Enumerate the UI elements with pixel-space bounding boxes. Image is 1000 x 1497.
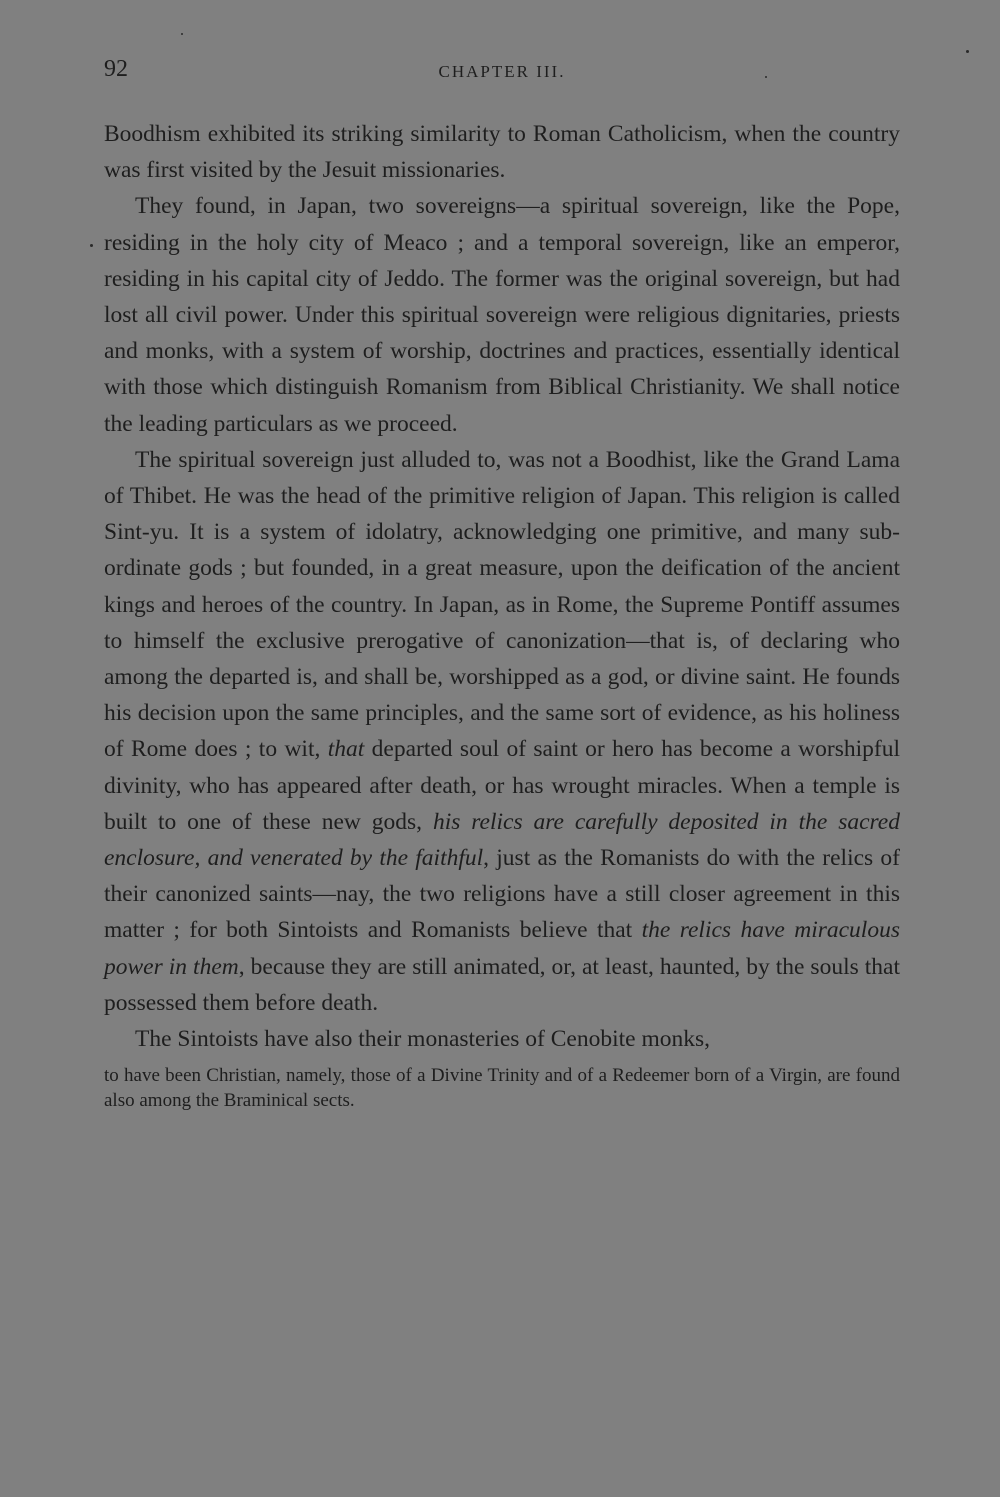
italic-run: that [327,736,365,763]
text-run: , because they are still animated, or, at least, haunted, by the souls that possessed them before death. [104,953,901,1016]
text-run: The spiritual sovereign just alluded to, was not a Boodhist, like the Grand Lama of Thibet. He was the head of the primitive religion of Japan. This religion is called Sint-yu. It is a system of idolatry, acknowledging one primitive, and many subordinate gods ; but founded, in a great measure, upon the deification of the ancient kings and heroes of the country. In Japan, as in Rome, the Supreme Pontiff assumes to himself the exclusive prerogative of canonization—that is, of declaring who among the departed is, and shall be, worshipped as a god, or divine saint. He founds his decision upon the same principles, and the same sort of evidence, as his holiness of Rome does ; to wit, [104,446,900,763]
text-run: Boodhism exhibited its striking similarity to Roman Catholicism, when the country was first visited by the Jesuit missionaries. [104,121,900,184]
text-run: departed soul of saint or hero has become a worshipful divinity, who has appeared after death, or has wrought miracles. When a temple is built to one of these new gods, [104,736,900,835]
footnote: to have been Christian, namely, those of a Divine Trinity and of a Redeemer born of a Virgin, are found also among the Braminical sects. [104,1065,900,1112]
book-page [104,56,900,1113]
paragraph-p3 [104,442,900,1021]
paragraph-p2 [104,188,900,441]
paragraph-p4 [104,1021,900,1057]
scan-speck [90,244,93,247]
scan-speck [765,76,767,78]
italic-run: his relics are carefully deposited in the sacred enclosure, and venerated by the faithful [104,808,900,872]
chapter-title: CHAPTER III. [438,62,566,81]
italic-run: the relics have miraculous power in them [104,917,900,980]
scan-speck [181,33,183,35]
paragraph-p1 [104,116,900,188]
page-number: 92 [104,56,128,82]
running-head [104,56,900,92]
body-text [104,116,900,1057]
scan-speck [966,50,969,53]
text-run: They found, in Japan, two sovereigns—a spiritual sovereign, like the Pope, residing in the holy city of Meaco ; and a temporal sovereign, like an emperor, residing in his capital city of Jeddo. The former was the original sovereign, but had lost all civil power. Under this spiritual sovereign were religious dignitaries, priests and monks, with a system of worship, doctrines and practices, essentially identical with those which distinguish Romanism from Biblical Christianity. We shall notice the leading particulars as we proceed. [104,193,900,437]
text-run: , just as the Romanists do with the relics of their canonized saints—nay, the two religions have a still closer agreement in this matter ; for both Sintoists and Romanists believe that [104,845,900,944]
text-run: The Sintoists have also their monasteries of Cenobite monks, [135,1026,711,1053]
